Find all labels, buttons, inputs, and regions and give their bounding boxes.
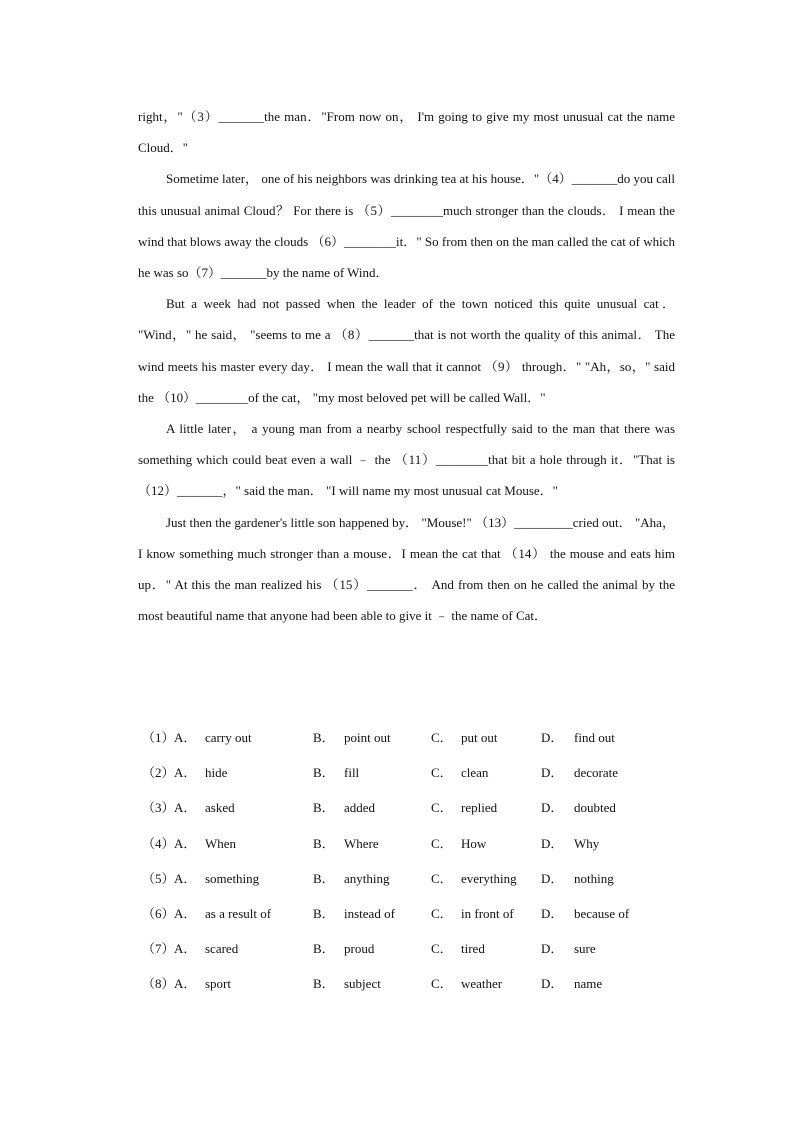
choice-c-letter: C．	[431, 905, 453, 921]
choice-a-text: asked	[205, 800, 235, 816]
choice-d-text: name	[574, 976, 603, 992]
question-number: （2）	[142, 765, 175, 781]
choice-a-letter: A．	[174, 870, 197, 886]
choice-b-text: Where	[344, 835, 379, 851]
choice-d-text: doubted	[574, 800, 616, 816]
choice-a-text: scared	[205, 941, 239, 957]
choice-d-text: nothing	[574, 870, 614, 886]
choice-c-letter: C．	[431, 765, 453, 781]
choice-d-letter: D．	[541, 835, 564, 851]
choice-b-text: anything	[344, 870, 390, 886]
choice-c-text: put out	[461, 730, 498, 745]
choice-a-text: hide	[205, 765, 228, 781]
choice-d-text: decorate	[574, 765, 619, 781]
passage-paragraph: Just then the gardener's little son happened by． "Mouse!" （13）_________cried out． "Aha，I know something much stronger than a mouse．I mean the cat that （14） the mouse and eats him up．" At this the man realized his （15）_______． And from then on he called the animal by the most beautiful name that anyone had been able to give it ﹣ the name of Cat．	[138, 514, 675, 624]
choice-b-letter: B．	[313, 941, 335, 957]
question-number: （7）	[142, 941, 175, 957]
choice-c-letter: C．	[431, 870, 453, 886]
choice-c-text: tired	[461, 941, 485, 957]
choice-a-text: something	[205, 870, 260, 886]
choice-c-text: clean	[461, 765, 489, 781]
choice-c-text: everything	[461, 870, 517, 886]
question-number: （4）	[142, 835, 175, 851]
question-number: （6）	[142, 905, 175, 921]
choice-c-letter: C．	[431, 835, 453, 851]
choice-b-text: proud	[344, 941, 375, 957]
question-number: （8）	[142, 976, 175, 992]
choice-b-letter: B．	[313, 870, 335, 886]
choice-c-text: weather	[461, 976, 503, 992]
choice-a-text: carry out	[205, 730, 252, 745]
choice-a-letter: A．	[174, 800, 197, 816]
choice-a-letter: A．	[174, 941, 197, 957]
choice-c-text: replied	[461, 800, 498, 816]
choice-b-letter: B．	[313, 765, 335, 781]
choice-c-text: in front of	[461, 905, 514, 921]
choice-b-letter: B．	[313, 835, 335, 851]
choice-b-letter: B．	[313, 976, 335, 992]
question-number: （5）	[142, 870, 175, 886]
choice-d-letter: D．	[541, 730, 564, 745]
question-number: （3）	[142, 800, 175, 816]
choice-a-letter: A．	[174, 905, 197, 921]
choice-c-letter: C．	[431, 800, 453, 816]
passage	[138, 101, 675, 631]
choice-b-letter: B．	[313, 730, 335, 745]
question-number: （1）	[142, 730, 175, 745]
choice-d-text: find out	[574, 730, 615, 745]
choice-d-letter: D．	[541, 800, 564, 816]
choice-c-letter: C．	[431, 941, 453, 957]
choice-c-letter: C．	[431, 730, 453, 745]
choice-d-text: Why	[574, 835, 600, 851]
passage-paragraph: But a week had not passed when the leader of the town noticed this quite unusual cat． "Wind，" he said， "seems to me a （8）_______that is not worth the quality of this animal． The wind meets his master every day． I mean the wall that it cannot （9） through．" "Ah，so，" said the （10）________of the cat， "my most beloved pet will be called Wall．"	[138, 296, 675, 405]
choice-d-letter: D．	[541, 765, 564, 781]
option-row	[138, 725, 675, 760]
choice-b-text: instead of	[344, 905, 395, 921]
passage-paragraph: right，"（3）_______the man．"From now on， I'm going to give my most unusual cat the name Cloud．"	[138, 109, 675, 156]
choice-d-text: sure	[574, 941, 596, 957]
choice-a-text: as a result of	[205, 905, 272, 921]
choice-d-letter: D．	[541, 870, 564, 886]
choice-a-letter: A．	[174, 765, 197, 781]
option-row	[138, 795, 675, 830]
option-row	[138, 760, 675, 795]
choice-b-text: added	[344, 800, 376, 816]
choice-b-text: fill	[344, 765, 360, 781]
choice-c-letter: C．	[431, 976, 453, 992]
choice-a-text: When	[205, 835, 237, 851]
passage-paragraph: A little later， a young man from a nearby school respectfully said to the man that there was something which could beat even a wall ﹣ the （11）________that bit a hole through it．"That is （12）_______，" said the man． "I will name my most unusual cat Mouse．"	[138, 421, 675, 499]
choice-a-letter: A．	[174, 835, 197, 851]
choice-d-letter: D．	[541, 941, 564, 957]
option-row	[138, 936, 675, 971]
choice-a-letter: A．	[174, 976, 197, 992]
option-row	[138, 901, 675, 936]
option-row	[138, 831, 675, 866]
choice-b-text: subject	[344, 976, 381, 992]
option-row	[138, 866, 675, 901]
choice-c-text: How	[461, 835, 487, 851]
choice-b-text: point out	[344, 730, 391, 745]
choice-a-text: sport	[205, 976, 231, 992]
choice-d-letter: D．	[541, 905, 564, 921]
choice-b-letter: B．	[313, 905, 335, 921]
answer-options	[138, 725, 675, 1007]
choice-b-letter: B．	[313, 800, 335, 816]
choice-d-letter: D．	[541, 976, 564, 992]
choice-d-text: because of	[574, 905, 630, 921]
choice-a-letter: A．	[174, 730, 197, 745]
option-row	[138, 971, 675, 1006]
passage-paragraph: Sometime later， one of his neighbors was drinking tea at his house．"（4）_______do you call this unusual animal Cloud？ For there is （5）________much stronger than the clouds． I mean the wind that blows away the clouds （6）________it．" So from then on the man called the cat of which he was so（7）_______by the name of Wind．	[138, 171, 675, 281]
